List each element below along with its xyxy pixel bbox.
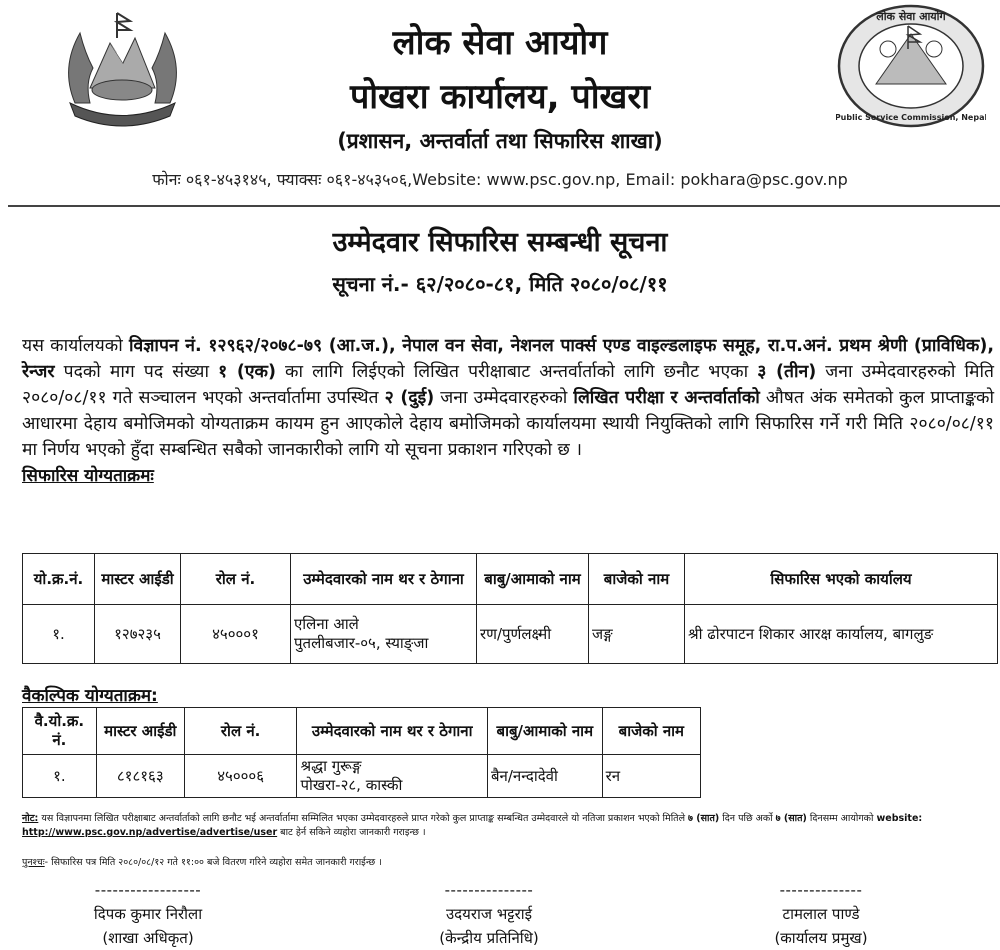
roll-number: ४५०००६ (184, 755, 297, 798)
parents-name: रण/पुर्णलक्ष्मी (477, 605, 589, 664)
signature-block-section-officer: ------------------ दिपक कुमार निरौला (शाखा अधिकृत) (23, 878, 273, 950)
candidate-name: एलिना आले (294, 615, 359, 633)
candidate-address: पोखरा-२८, कास्की (300, 776, 403, 794)
parents-name: बैन/नन्दादेवी (487, 755, 602, 798)
column-header: रोल नं. (184, 708, 297, 755)
table-row (23, 605, 998, 664)
signatory-name: टामलाल पाण्डे (782, 905, 860, 923)
alternate-heading: वैकल्पिक योग्यताक्रम: (22, 686, 158, 706)
recommended-table (22, 553, 998, 664)
signatory-title: (केन्द्रीय प्रतिनिधि) (439, 929, 539, 947)
table-header-row (23, 554, 998, 605)
candidate-name: श्रद्धा गुरूङ्ग (300, 757, 362, 775)
notice-title: उम्मेदवार सिफारिस सम्बन्धी सूचना (332, 227, 668, 258)
signatory-name: दिपक कुमार निरौला (93, 905, 203, 923)
office-name: पोखरा कार्यालय, पोखरा (349, 77, 651, 117)
table-header-row (23, 708, 701, 755)
column-header: उम्मेदवारको नाम थर र ठेगाना (291, 554, 477, 605)
column-header: मास्टर आईडी (96, 708, 184, 755)
notice-body: यस कार्यालयको विज्ञापन नं. १२९६२/२०७८-७९ (आ.ज.), नेपाल वन सेवा, नेशनल पार्क्स एण्ड वाइल्डलाइफ समूह, रा.प.अनं. प्रथम श्रेणी (प्राविधिक), रेन्जर पदको माग पद संख्या १ (एक) का लागि लिईएको लिखित परीक्षाबाट अन्तर्वार्ताको लागि छनौट भएका ३ (तीन) जना उम्मेदवारहरुको मिति २०८०/०८/११ गते सञ्चालन भएको अन्तर्वार्तामा उपस्थित २ (दुई) जना उम्मेदवारहरुको लिखित परीक्षा र अन्तर्वार्ताको औषत अंक समेतको कुल प्राप्ताङ्कको आधारमा देहाय बमोजिमको योग्यताक्रम कायम हुन आएकोले देहाय बमोजिमको कार्यालयमा स्थायी नियुक्तिको लागि सिफारिस गर्ने गरी मिति २०८०/०८/११ मा निर्णय भएको हुँदा सम्बन्धित सबैको जानकारीको लागि यो सूचना प्रकाशन गरिएको छ । सिफारिस योग्यताक्रमः (22, 333, 994, 489)
column-header: उम्मेदवारको नाम थर र ठेगाना (297, 708, 487, 755)
column-header: वै.यो.क्र. नं. (23, 708, 97, 755)
svg-text:Public Service Commission, Nep: Public Service Commission, Nepal (836, 113, 986, 122)
roll-number: ४५०००१ (181, 605, 291, 664)
column-header: बाबु/आमाको नाम (487, 708, 602, 755)
column-header: यो.क्र.नं. (23, 554, 95, 605)
results-link[interactable]: http://www.psc.gov.np/advertise/advertise/user (22, 827, 278, 838)
table-row (23, 755, 701, 798)
serial-number: १. (23, 755, 97, 798)
header-divider (8, 205, 1000, 207)
grandfather-name: जङ्ग (589, 605, 685, 664)
column-header: बाजेको नाम (589, 554, 685, 605)
column-header: रोल नं. (181, 554, 291, 605)
signature-block-office-chief: -------------- टामलाल पाण्डे (कार्यालय प्रमुख) (696, 878, 946, 950)
recommended-office: श्री ढोरपाटन शिकार आरक्ष कार्यालय, बागलुङ (685, 605, 998, 664)
signatory-name: उदयराज भट्टराई (445, 905, 533, 923)
svg-text:लोक सेवा आयोग: लोक सेवा आयोग (876, 10, 946, 23)
signatory-title: (शाखा अधिकृत) (102, 929, 194, 947)
signature-block-central-representative: --------------- उदयराज भट्टराई (केन्द्रीय प्रतिनिधि) (364, 878, 614, 950)
notice-number: सूचना नं.- ६२/२०८०-८१, मिति २०८०/०८/११ (332, 272, 668, 296)
grandfather-name: रन (602, 755, 700, 798)
candidate-name-address (297, 755, 487, 798)
column-header: सिफारिस भएको कार्यालय (685, 554, 998, 605)
signatory-title: (कार्यालय प्रमुख) (774, 929, 868, 947)
organization-name: लोक सेवा आयोग (392, 23, 608, 63)
alternate-table (22, 707, 701, 798)
postscript-text: पुनश्चः- सिफारिस पत्र मिति २०८०/०८/१२ गते ११:०० बजे वितरण गरिने व्यहोरा समेत जानकारी गराईन्छ । (22, 857, 382, 868)
candidate-address: पुतलीबजार-०५, स्याङ्जा (294, 634, 429, 652)
contact-info: फोनः ०६१-४५३१४५, फ्याक्सः ०६१-४५३५०६,Website: www.psc.gov.np, Email: pokhara@psc.gov.np (152, 170, 848, 189)
recommended-heading: सिफारिस योग्यताक्रमः (22, 466, 154, 486)
column-header: मास्टर आईडी (95, 554, 181, 605)
branch-name: (प्रशासन, अन्तर्वार्ता तथा सिफारिस शाखा) (337, 129, 663, 153)
column-header: बाजेको नाम (602, 708, 700, 755)
serial-number: १. (23, 605, 95, 664)
master-id: १२७२३५ (95, 605, 181, 664)
master-id: ८१८१६३ (96, 755, 184, 798)
column-header: बाबु/आमाको नाम (477, 554, 589, 605)
candidate-name-address (291, 605, 477, 664)
note-text: नोट: यस विज्ञापनमा लिखित परीक्षाबाट अन्तर्वार्ताको लागि छनौट भई अन्तर्वार्तामा सम्मिलित भएका उम्मेदवारहरुले प्राप्त गरेको कुल प्राप्ताङ्क सम्बन्धित उम्मेदवारले यो नतिजा प्रकाशन भएको मितिले ७ (सात) दिन पछि अर्को ७ (सात) दिनसम्म आयोगको website: http://www.psc.gov.np/advertise/advertise/user बाट हेर्न सकिने व्यहोरा जानकारी गराइन्छ । (22, 813, 923, 838)
